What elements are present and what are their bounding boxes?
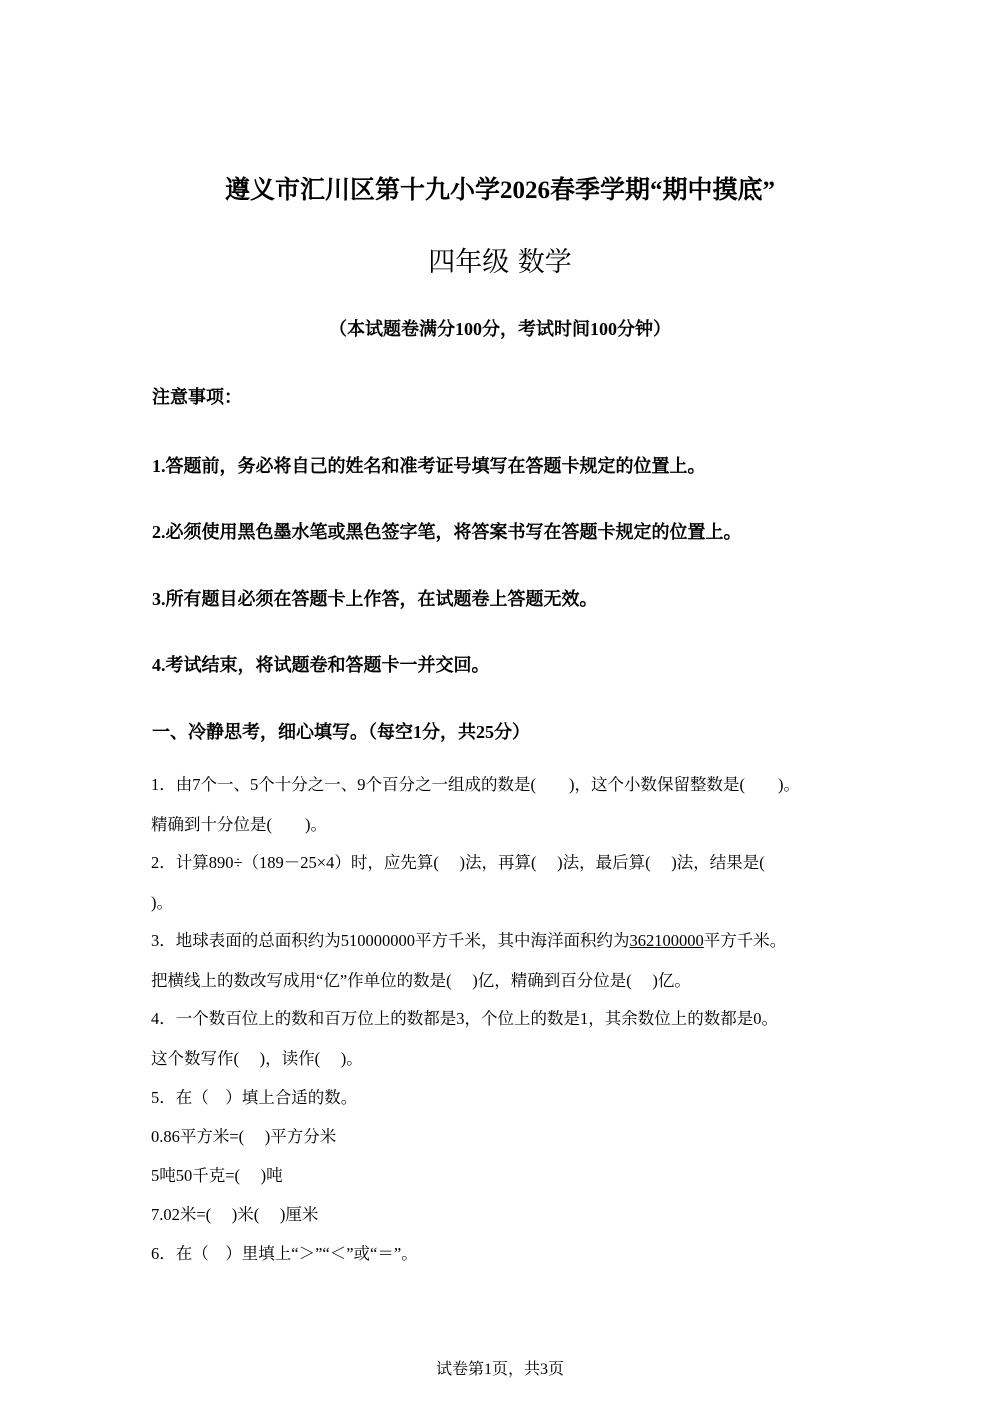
question-5-line-2: 0.86平方米=( )平方分米	[151, 1127, 337, 1146]
note-item: 1.答题前，务必将自己的姓名和准考证号填写在答题卡规定的位置上。	[152, 456, 706, 476]
question-5-line-3: 5吨50千克=( )吨	[151, 1166, 283, 1185]
question-3-line-2: 把横线上的数改写成用“亿”作单位的数是( )亿，精确到百分位是( )亿。	[151, 971, 691, 990]
question-2-line-2: )。	[151, 893, 173, 912]
page-footer: 试卷第1页，共3页	[435, 1361, 564, 1378]
question-5-line-4: 7.02米=( )米( )厘米	[151, 1205, 319, 1224]
question-3-text-pre: 3．地球表面的总面积约为510000000平方千米，其中海洋面积约为	[151, 931, 630, 950]
question-3-underlined-number: 362100000	[629, 931, 704, 950]
question-4-line-1: 4．一个数百位上的数和百万位上的数都是3，个位上的数是1，其余数位上的数都是0。	[151, 1009, 778, 1028]
question-5-line-1: 5．在（ ）填上合适的数。	[151, 1088, 358, 1107]
question-3-text-post: 平方千米。	[703, 931, 787, 950]
question-4-line-2: 这个数写作( )，读作( )。	[151, 1049, 363, 1068]
note-item: 2.必须使用黑色墨水笔或黑色签字笔，将答案书写在答题卡规定的位置上。	[152, 522, 742, 542]
note-item: 4.考试结束，将试题卷和答题卡一并交回。	[152, 655, 490, 675]
notes-heading: 注意事项：	[152, 387, 242, 407]
score-info: （本试题卷满分100分，考试时间100分钟）	[329, 319, 671, 339]
question-1-line-1: 1．由7个一、5个十分之一、9个百分之一组成的数是( )，这个小数保留整数是( )。	[151, 775, 800, 794]
question-2-line-1: 2．计算890÷（189－25×4）时，应先算( )法，再算( )法，最后算( )法，结果是(	[151, 853, 765, 872]
exam-title: 遵义市汇川区第十九小学2026春季学期“期中摸底”	[224, 177, 775, 204]
exam-subtitle: 四年级 数学	[428, 247, 572, 278]
question-6-line-1: 6．在（ ）里填上“＞”“＜”或“＝”。	[151, 1244, 418, 1263]
question-3-line-1	[151, 930, 786, 952]
section-heading: 一、冷静思考，细心填写。（每空1分，共25分）	[152, 722, 530, 742]
note-item: 3.所有题目必须在答题卡上作答，在试题卷上答题无效。	[152, 589, 598, 609]
question-1-line-2: 精确到十分位是( )。	[151, 815, 327, 834]
